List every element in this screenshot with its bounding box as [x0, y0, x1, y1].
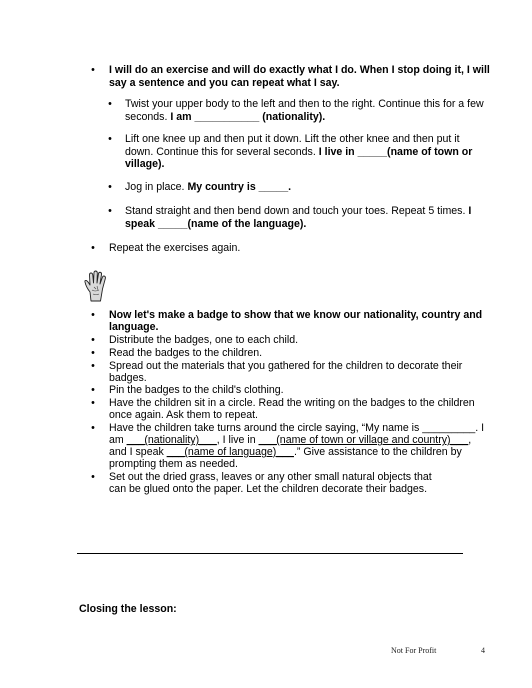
exercise-3-line-1: Jog in place. My country is _____. — [125, 181, 292, 193]
badge-step-line: Pin the badges to the child's clothing. — [109, 384, 284, 396]
exercise-1-line-1: Twist your upper body to the left and then to the right. Continue this for a few — [125, 98, 484, 110]
badge-step-line: can be glued onto the paper. Let the children decorate their badges. — [109, 483, 428, 495]
badge-step-line: am ___(nationality)___, I live in ___(name of town or village and country)___, — [109, 434, 472, 446]
closing-heading: Closing the lesson: — [79, 603, 177, 615]
bullet: • — [108, 133, 112, 145]
bullet: • — [91, 309, 95, 321]
badge-heading-line-1: Now let's make a badge to show that we know our nationality, country and — [109, 309, 483, 321]
bullet: • — [108, 181, 112, 193]
intro-line-2: say a sentence and you can repeat what I say. — [109, 77, 340, 89]
bullet: • — [91, 360, 95, 372]
exercise-2-line-3: village). — [125, 158, 165, 170]
badge-step-line: Distribute the badges, one to each child. — [109, 334, 299, 346]
badge-step-line: Have the children sit in a circle. Read the writing on the badges to the children — [109, 397, 475, 409]
bullet: • — [91, 471, 95, 483]
exercise-4-line-1: Stand straight and then bend down and touch your toes. Repeat 5 times. I — [125, 205, 472, 217]
badge-heading-line-2: language. — [109, 321, 159, 333]
badge-step-line: Read the badges to the children. — [109, 347, 263, 359]
exercise-1-line-2: seconds. I am ___________ (nationality). — [125, 111, 326, 123]
bullet: • — [91, 384, 95, 396]
exercise-2-line-1: Lift one knee up and then put it down. Lift the other knee and then put it — [125, 133, 460, 145]
bullet: • — [91, 64, 95, 76]
page-number: 4 — [481, 646, 485, 655]
badge-step-line: Spread out the materials that you gathered for the children to decorate their — [109, 360, 463, 372]
bullet: • — [108, 205, 112, 217]
exercise-4-line-2: speak _____(name of the language). — [125, 218, 307, 230]
repeat-exercises: Repeat the exercises again. — [109, 242, 241, 254]
intro-line-1: I will do an exercise and will do exactly what I do. When I stop doing it, I will — [109, 64, 490, 76]
divider — [77, 553, 463, 554]
bullet: • — [91, 242, 95, 254]
bullet: • — [91, 334, 95, 346]
badge-step-line: once again. Ask them to repeat. — [109, 409, 258, 421]
badge-step-line: badges. — [109, 372, 147, 384]
badge-step-line: Set out the dried grass, leaves or any other small natural objects that — [109, 471, 432, 483]
bullet: • — [91, 422, 95, 434]
hand-icon — [83, 270, 109, 303]
footer-text: Not For Profit — [391, 646, 437, 655]
bullet: • — [108, 98, 112, 110]
badge-step-line: Have the children take turns around the circle saying, “My name is _________. I — [109, 422, 485, 434]
badge-step-line: and I speak ___(name of language)___.” Give assistance to the children by — [109, 446, 462, 458]
bullet: • — [91, 397, 95, 409]
bullet: • — [91, 347, 95, 359]
exercise-2-line-2: down. Continue this for several seconds. I live in _____(name of town or — [125, 146, 473, 158]
badge-step-line: prompting them as needed. — [109, 458, 238, 470]
